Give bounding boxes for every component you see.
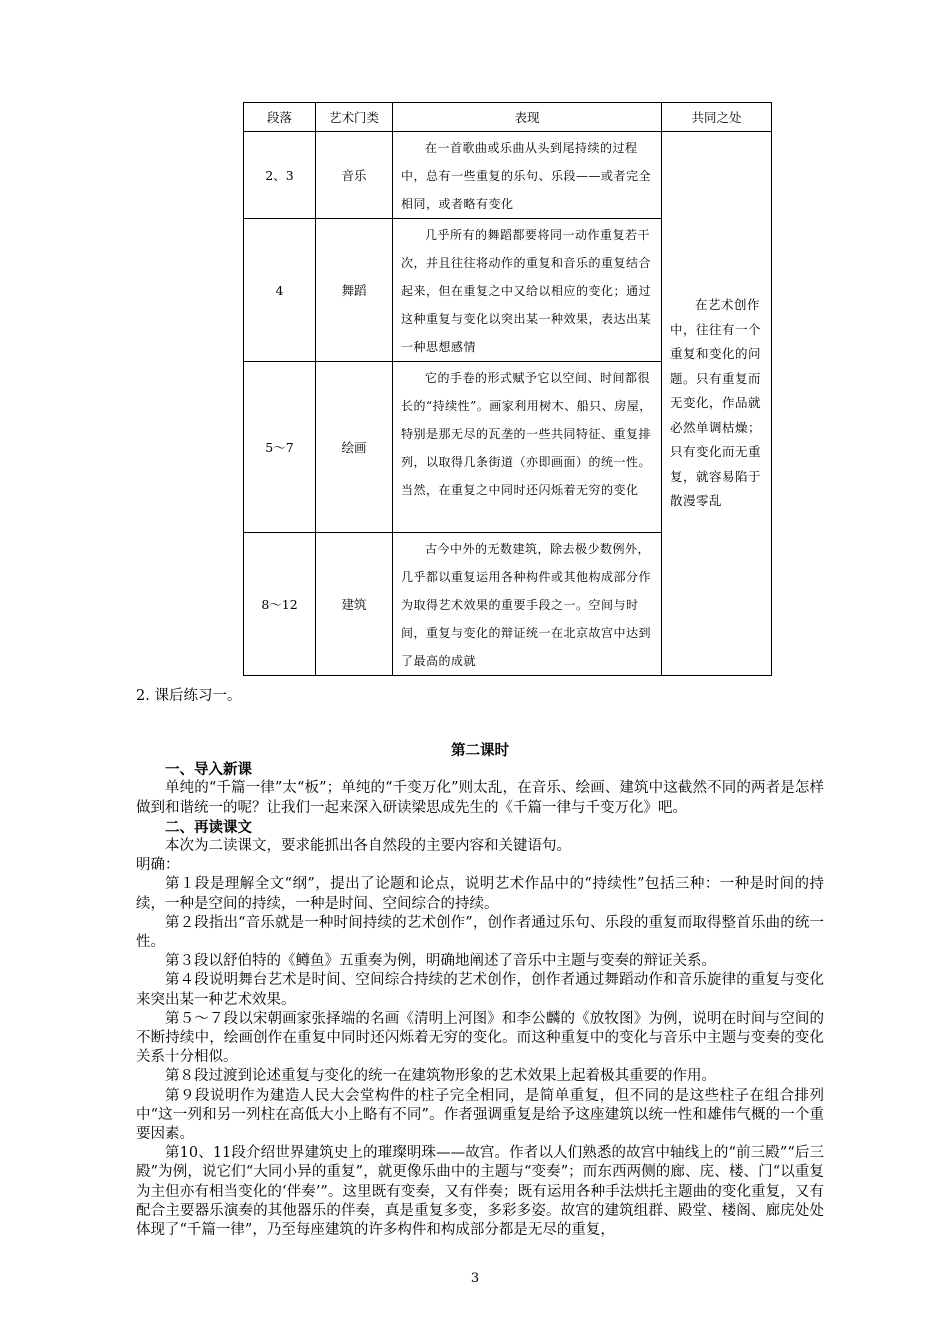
lesson-body [136, 741, 824, 1240]
analysis-paragraph: 第１段是理解全文“纲”，提出了论题和论点，说明艺术作品中的“持续性”包括三种：一种是时间的持续，一种是空间的持续，一种是时间、空间综合的持续。 [136, 876, 824, 912]
header-category: 艺术门类 [316, 103, 393, 132]
header-expression: 表现 [393, 103, 662, 132]
row-para: 8～12 [244, 533, 316, 676]
row-para: 2、3 [244, 132, 316, 219]
analysis-paragraph: 第10、11段介绍世界建筑史上的璀璨明珠——故宫。作者以人们熟悉的故宫中轴线上的“前三殿”“后三殿”为例，说它们“大同小异的重复”，就更像乐曲中的主题与“变奏”；而东西两侧的廊、庑、楼、门“以重复为主但亦有相当变化的‘伴奏’”。这里既有变奏，又有伴奏；既有运用各种手法烘托主题曲的变化重复，又有配合主要器乐演奏的其他器乐的伴奏，真是重复多变，多彩多姿。故宫的建筑组群、殿堂、楼阁、廊庑处处体现了“千篇一律”，乃至每座建筑的许多构件和构成部分都是无尽的重复， [136, 1145, 824, 1239]
analysis-paragraph: 第３段以舒伯特的《鳟鱼》五重奏为例，明确地阐述了音乐中主题与变奏的辩证关系。 [165, 953, 716, 970]
analysis-paragraph: 第９段说明作为建造人民大会堂构件的柱子完全相同，是简单重复，但不同的是这些柱子在组合排列中“这一列和另一列柱在高低大小上略有不同”。作者强调重复是给予这座建筑以统一性和雄伟气概的一个重要因素。 [136, 1087, 824, 1143]
intro-paragraph: 单纯的“千篇一律”太“板”；单纯的“千变万化”则太乱，在音乐、绘画、建筑中这截然不同的两者是怎样做到和谐统一的呢？让我们一起来深入研读梁思成先生的《千篇一律与千变万化》吧。 [136, 780, 824, 816]
row-desc: 它的手卷的形式赋予它以空间、时间都很长的“持续性”。画家利用树木、船只、房屋，特别是那无尽的瓦垄的一些共同特征、重复排列，以取得几条街道（亦即画面）的统一性。当然，在重复之中同时还闪烁着无穷的变化 [401, 371, 652, 497]
page-number: 3 [470, 1271, 480, 1286]
analysis-paragraph: 第８段过渡到论述重复与变化的统一在建筑物形象的艺术效果上起着极其重要的作用。 [165, 1068, 716, 1085]
row-desc: 古今中外的无数建筑，除去极少数例外，几乎都以重复运用各种构件或其他构成部分作为取得艺术效果的重要手段之一。空间与时间，重复与变化的辩证统一在北京故宫中达到了最高的成就 [401, 542, 652, 668]
art-comparison-table [243, 102, 772, 676]
row-para: 5～7 [244, 362, 316, 533]
common-point: 在艺术创作中，往往有一个重复和变化的问题。只有重复而无变化，作品就必然单调枯燥；只有变化而无重复，就容易陷于散漫零乱 [670, 297, 762, 509]
row-category: 建筑 [316, 533, 393, 676]
analysis-paragraph: 第２段指出“音乐就是一种时间持续的艺术创作”，创作者通过乐句、乐段的重复而取得整首乐曲的统一性。 [136, 914, 824, 951]
heading-reread: 二、再读课文 [165, 818, 252, 836]
section-title: 第二课时 [451, 742, 509, 759]
row-category: 舞蹈 [316, 219, 393, 362]
row-desc: 几乎所有的舞蹈都要将同一动作重复若干次，并且往往将动作的重复和音乐的重复结合起来，但在重复之中又给以相应的变化；通过这种重复与变化以突出某一种效果，表达出某一种思想感情 [401, 228, 652, 354]
header-paragraph: 段落 [244, 103, 316, 132]
row-category: 绘画 [316, 362, 393, 533]
row-para: 4 [244, 219, 316, 362]
heading-intro: 一、导入新课 [165, 761, 252, 779]
header-common: 共同之处 [662, 103, 772, 132]
exercise-line: 2. 课后练习一。 [136, 688, 242, 704]
row-category: 音乐 [316, 132, 393, 219]
table-header-row [244, 103, 772, 132]
clarify-label: 明确： [136, 857, 180, 874]
row-desc: 在一首歌曲或乐曲从头到尾持续的过程中，总有一些重复的乐句、乐段——或者完全相同，或者略有变化 [401, 141, 652, 211]
task-paragraph: 本次为二读课文，要求能抓出各自然段的主要内容和关键语句。 [165, 838, 571, 855]
analysis-paragraph: 第５～７段以宋朝画家张择端的名画《清明上河图》和李公麟的《放牧图》为例，说明在时间与空间的不断持续中，绘画创作在重复中同时还闪烁着无穷的变化。而这种重复中的变化与音乐中主题与变奏的变化关系十分相似。 [136, 1010, 824, 1066]
analysis-paragraph: 第４段说明舞台艺术是时间、空间综合持续的艺术创作，创作者通过舞蹈动作和音乐旋律的重复与变化来突出某一种艺术效果。 [136, 972, 824, 1008]
table-row [244, 132, 772, 219]
